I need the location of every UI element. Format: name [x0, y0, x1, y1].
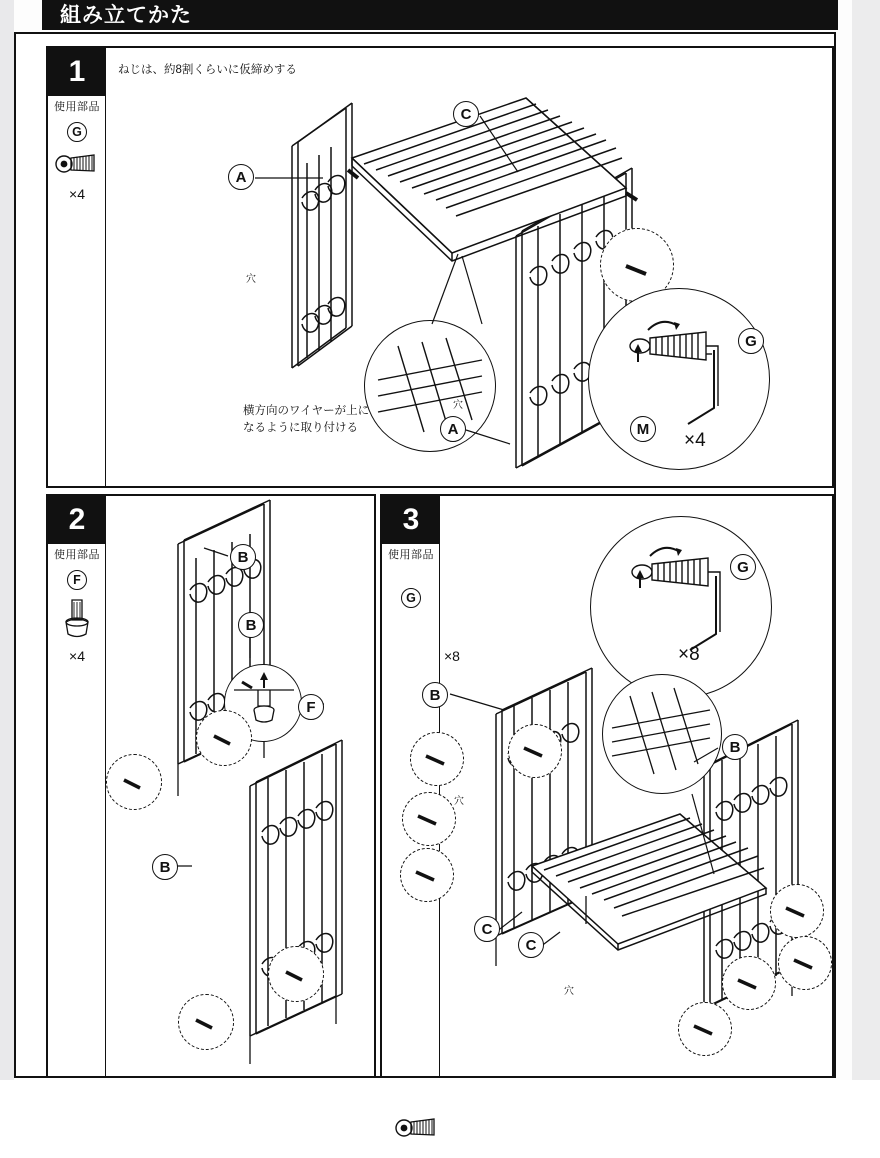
step-1-panel [46, 46, 834, 488]
step-1-parts-label: 使用部品 [54, 101, 100, 113]
detail-quantity-1: ×4 [684, 430, 706, 451]
callout-b-left-step3: B [422, 682, 448, 708]
hole-label-2: 穴 [453, 400, 463, 411]
step-3-panel [380, 494, 834, 1078]
hole-label-1: 穴 [246, 274, 256, 285]
foot-location-mark-3 [268, 946, 322, 1000]
callout-f: F [298, 694, 324, 720]
step-2-panel [46, 494, 376, 1078]
detail-quantity-step3: ×8 [678, 644, 700, 665]
step-2-parts-label: 使用部品 [54, 549, 100, 561]
step-2-number: 2 [48, 496, 106, 544]
page-left-edge [0, 0, 14, 1080]
callout-a-top: A [228, 164, 254, 190]
part-g-quantity: ×4 [69, 186, 85, 202]
note-2-line-2: なるように取り付ける [243, 421, 358, 434]
foot-location-mark-4 [178, 994, 232, 1048]
part-f-letter-badge: F [67, 570, 87, 590]
detail-letter-g-step3: G [730, 554, 756, 580]
mesh-leader-lines [378, 248, 518, 368]
hole-label-step3-1: 穴 [454, 796, 464, 807]
step-1-parts-column [48, 48, 106, 486]
knob-icon [48, 596, 106, 648]
step-1-note-2 [243, 403, 403, 436]
callout-c1-step3: C [474, 916, 500, 942]
callout-c2-step3: C [518, 932, 544, 958]
detail-letter-g: G [738, 328, 764, 354]
page-title: 組み立てかた [60, 4, 192, 27]
callout-b-right-step3: B [722, 734, 748, 760]
callout-a-bottom: A [440, 416, 466, 442]
page-right-edge [852, 0, 880, 1080]
callout-a-leader [253, 166, 493, 236]
note-2-line-1: 横方向のワイヤーが上に [243, 405, 370, 417]
part-g2-quantity: ×8 [444, 648, 460, 664]
step-1-note-1: ねじは、約8割くらいに仮締めする [118, 64, 297, 76]
step-3-number: 3 [382, 496, 440, 544]
step-3-parts-label: 使用部品 [388, 549, 434, 561]
part-g2-letter-badge: G [401, 588, 421, 608]
part-g-letter-badge: G [67, 122, 87, 142]
bolt-detail-drawing [588, 288, 768, 468]
callout-b-detail: B [238, 612, 264, 638]
callout-c: C [453, 101, 479, 127]
callout-b-bottom: B [152, 854, 178, 880]
callout-b-top: B [230, 544, 256, 570]
bolt-detail-drawing-step3 [590, 516, 770, 696]
callout-c-leader [478, 108, 598, 188]
step-2-leaders [108, 536, 368, 876]
step-2-parts-column [48, 496, 106, 1076]
hole-label-step3-2: 穴 [564, 986, 574, 997]
part-f-quantity: ×4 [69, 648, 85, 664]
step-1-number: 1 [48, 48, 106, 96]
bolt-icon [48, 146, 106, 190]
callout-a2-leader [466, 426, 546, 466]
detail-letter-m: M [630, 416, 656, 442]
step-3-leaders [412, 676, 832, 1136]
